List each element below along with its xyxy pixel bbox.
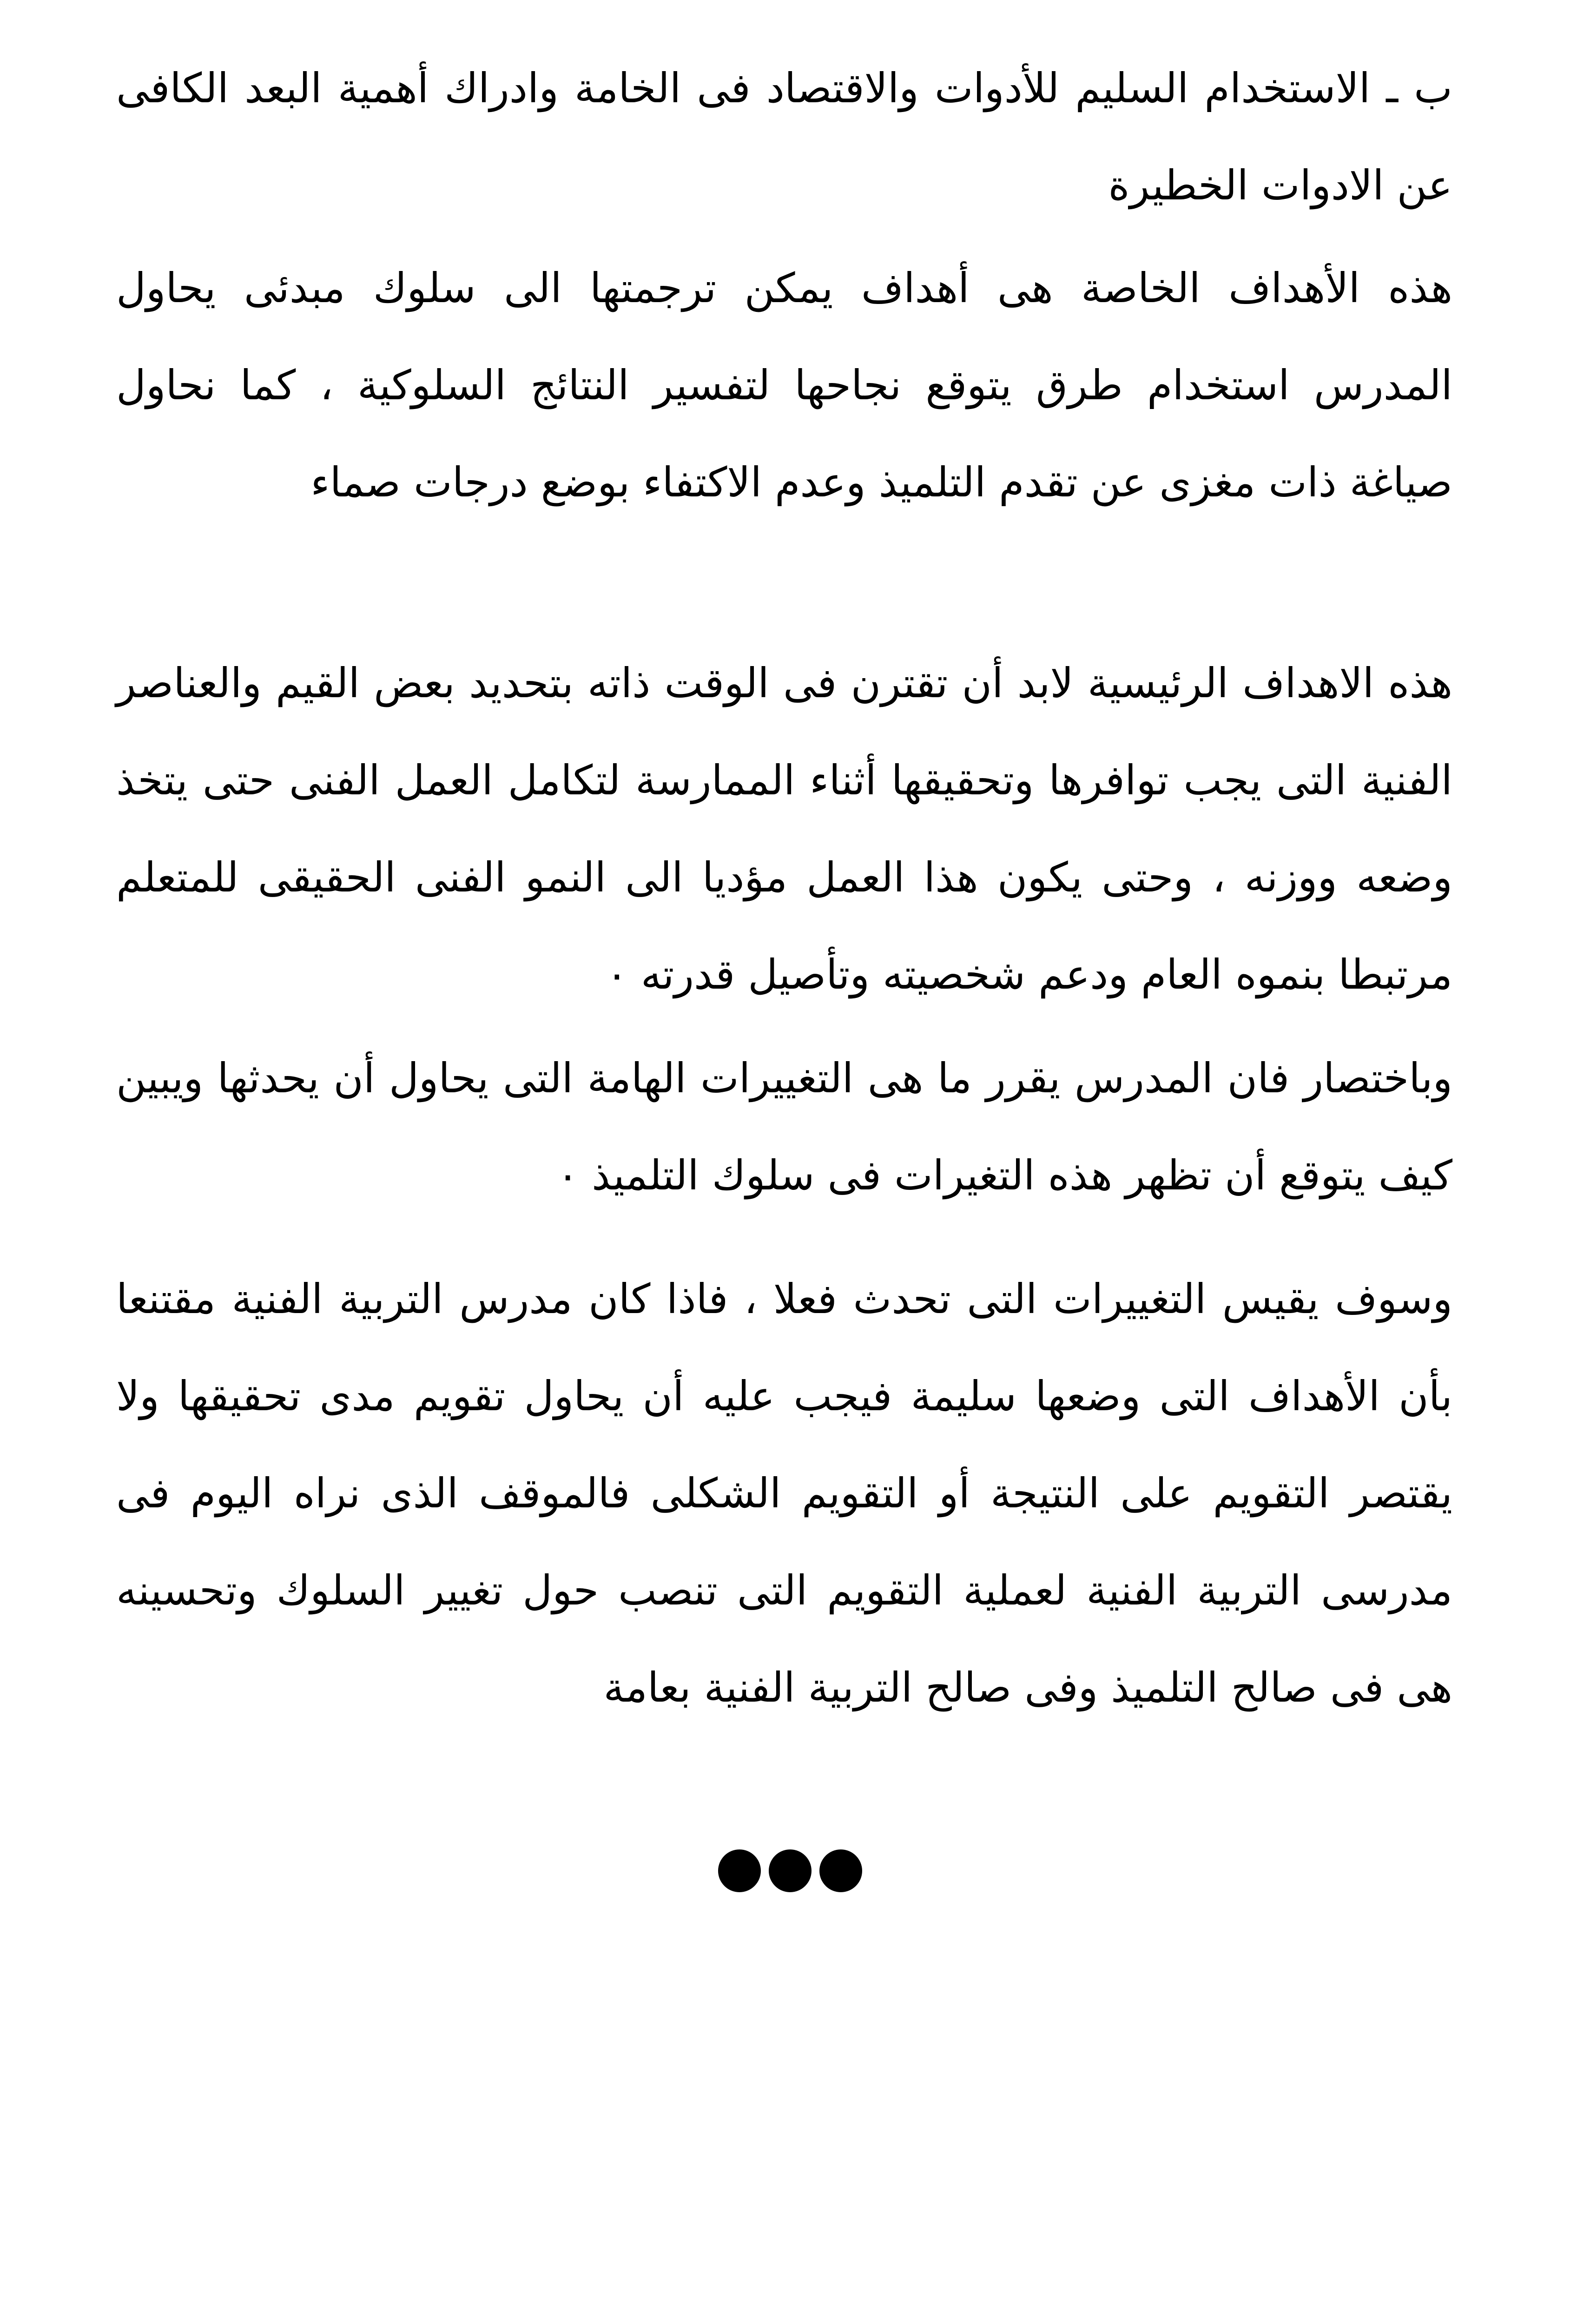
section-end-ornament	[718, 1848, 862, 1894]
paragraph-text: وسوف يقيس التغييرات التى تحدث فعلا ، فاذا كان مدرس التربية الفنية مقتنعا بأن الأهداف التى وضعها سليمة فيجب عليه أن يحاول تقويم مدى تحقيقها ولا يقتصر التقويم على النتيجة أو التقويم الشكلى فالموقف الذى نراه اليوم فى مدرسى التربية الفنية لعملية التقويم التى تنصب حول تغيير السلوك وتحسينه هى فى صالح التلميذ وفى صالح التربية الفنية بعامة	[116, 1275, 1452, 1711]
paragraph-text: ب ـ الاستخدام السليم للأدوات والاقتصاد فى الخامة وادراك أهمية البعد الكافى عن الادوات الخطيرة	[116, 64, 1452, 209]
paragraph-evaluation	[116, 1250, 1452, 1736]
paragraph-text: وباختصار فان المدرس يقرر ما هى التغييرات الهامة التى يحاول أن يحدثها ويبين كيف يتوقع أن تظهر هذه التغيرات فى سلوك التلميذ ٠	[116, 1054, 1452, 1199]
paragraph-item-b	[116, 40, 1452, 234]
paragraph-main-objectives	[116, 634, 1452, 1023]
paragraph-text: هذه الأهداف الخاصة هى أهداف يمكن ترجمتها الى سلوك مبدئى يحاول المدرس استخدام طرق يتوقع نجاحها لتفسير النتائج السلوكية ، كما نحاول صياغة ذات مغزى عن تقدم التلميذ وعدم الاكتفاء بوضع درجات صماء	[116, 264, 1452, 506]
ornament-dot	[819, 1849, 862, 1892]
paragraph-summary	[116, 1030, 1452, 1224]
ornament-dot	[769, 1849, 812, 1892]
ornament-dot	[718, 1849, 761, 1892]
paragraph-text: هذه الاهداف الرئيسية لابد أن تقترن فى الوقت ذاته بتحديد بعض القيم والعناصر الفنية التى يجب توافرها وتحقيقها أثناء الممارسة لتكامل العمل الفنى حتى يتخذ وضعه ووزنه ، وحتى يكون هذا العمل مؤديا الى النمو الفنى الحقيقى للمتعلم مرتبطا بنموه العام ودعم شخصيته وتأصيل قدرته ٠	[116, 659, 1452, 998]
paragraph-special-objectives	[116, 239, 1452, 531]
